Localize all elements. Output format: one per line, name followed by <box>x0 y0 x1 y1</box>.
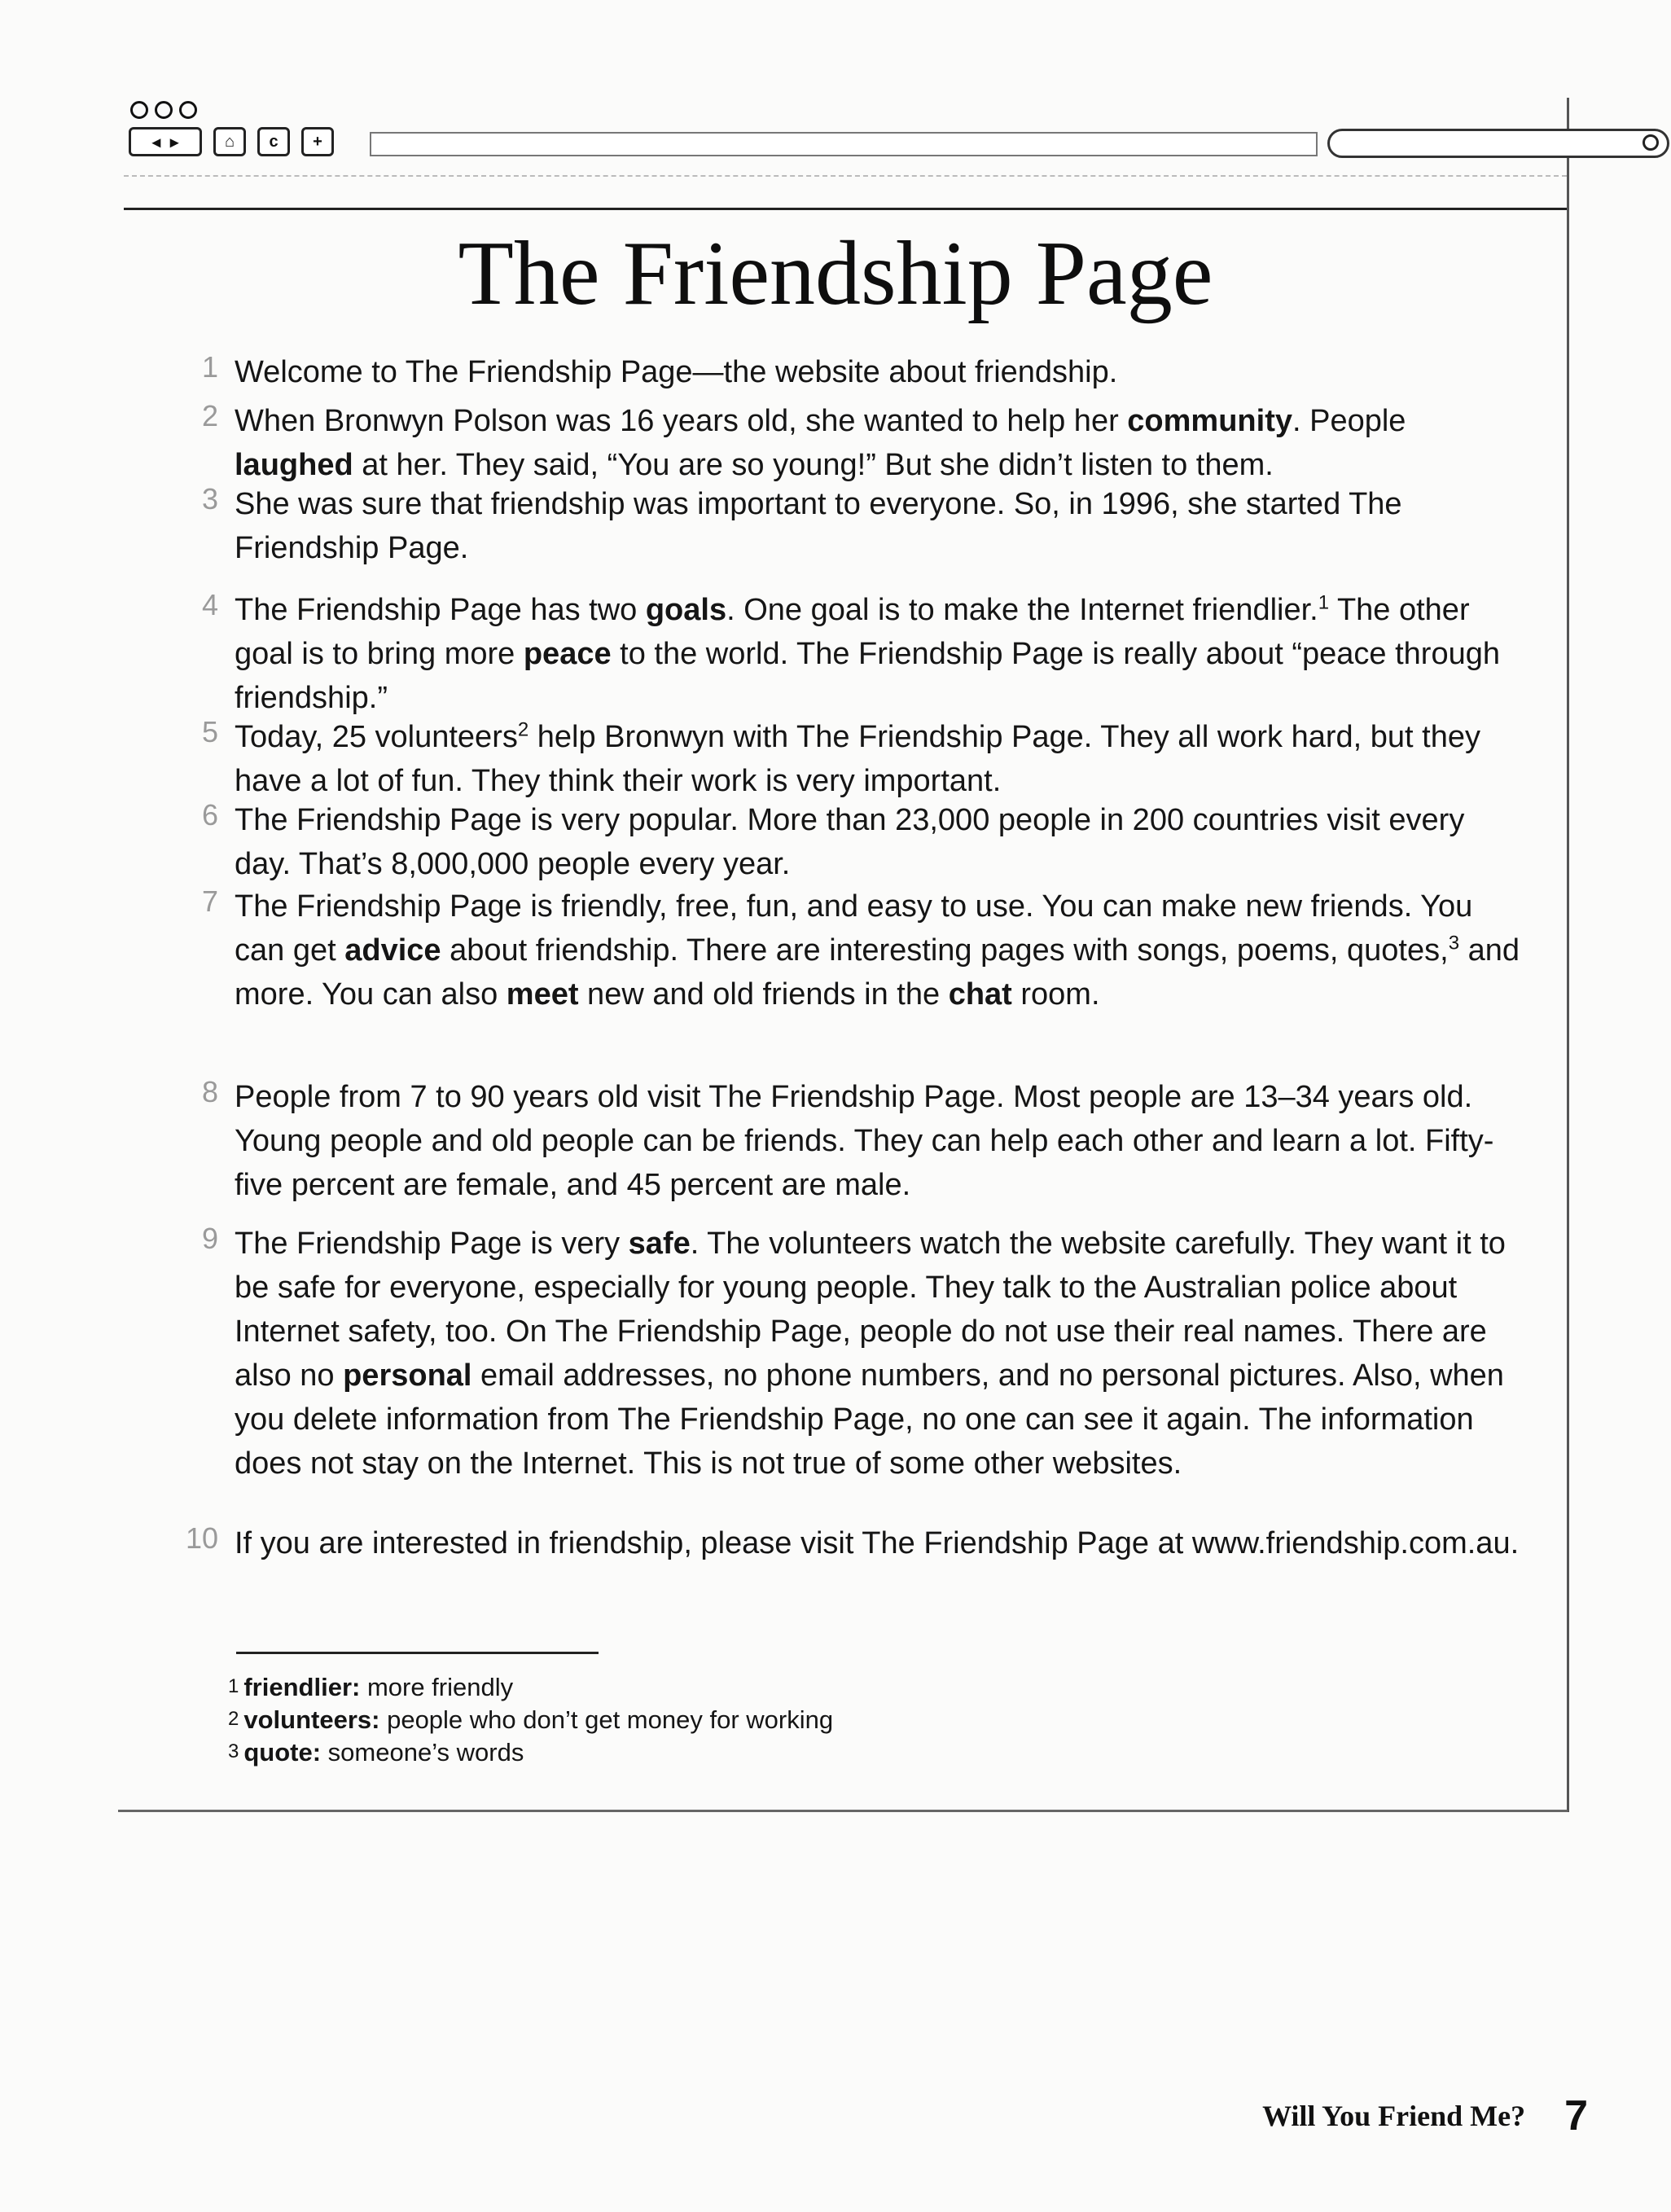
browser-toolbar <box>124 98 1567 210</box>
footnote-number: 3 <box>228 1740 239 1762</box>
maximize-window-icon[interactable] <box>179 101 197 119</box>
paragraph-number: 10 <box>185 1521 218 1555</box>
forward-icon[interactable]: ▸ <box>170 133 179 151</box>
plus-icon: + <box>313 132 322 151</box>
paragraph-number: 4 <box>201 588 218 621</box>
browser-bottom-edge <box>118 1810 1568 1812</box>
paragraph-text: When Bronwyn Polson was 16 years old, she wanted to help her community. People laughed at her. They said, “You are so young!” But she didn’t listen to them. <box>235 404 1406 482</box>
footnote-number: 1 <box>228 1675 239 1697</box>
home-button[interactable] <box>213 127 246 156</box>
page-number: 7 <box>1564 2092 1588 2140</box>
paragraph-number: 8 <box>201 1075 218 1108</box>
new-tab-button[interactable] <box>301 127 334 156</box>
chapter-title: Will You Friend Me? <box>1262 2100 1526 2132</box>
paragraph-number: 1 <box>201 350 218 384</box>
footnote-divider <box>236 1652 599 1654</box>
paragraph-text: The Friendship Page has two goals. One goal is to make the Internet friendlier.$^1$ The other goal is to bring more peace to the world. The Friendship Page is really about “peace through friendship.” <box>235 591 1500 715</box>
toolbar-divider <box>124 175 1567 177</box>
page-title: The Friendship Page <box>458 223 1213 324</box>
back-forward-button[interactable] <box>129 127 202 156</box>
footnote-number: 2 <box>228 1708 239 1730</box>
footnote <box>228 1704 833 1736</box>
footnote-term: volunteers: <box>243 1705 380 1734</box>
paragraph-number: 7 <box>201 884 218 918</box>
footnote-definition: someone’s words <box>321 1738 524 1767</box>
paragraph-text: The Friendship Page is friendly, free, fun, and easy to use. You can make new friends. You can get advice about friendship. There are interesting pages with songs, poems, quotes,$^3$ and more. You can also meet new and old friends in the chat room. <box>235 889 1520 1012</box>
window-controls <box>130 101 197 119</box>
paragraph-text: The Friendship Page is very safe. The volunteers watch the website carefully. They want it to be safe for everyone, especially for young people. They talk to the Australian police about Internet safety, too. On The Friendship Page, people do not use their real names. There are also no personal email addresses, no phone numbers, and no personal pictures. Also, when you delete information from The Friendship Page, no one can see it again. The information does not stay on the Internet. This is not true of some other websites. <box>235 1227 1506 1481</box>
footnote-definition: more friendly <box>360 1673 514 1701</box>
footnote-definition: people who don’t get money for working <box>379 1705 834 1734</box>
paragraph-text: She was sure that friendship was important to everyone. So, in 1996, she started The Friendship Page. <box>235 487 1402 565</box>
paragraph-text: Welcome to The Friendship Page—the website about friendship. <box>235 355 1118 389</box>
nav-buttons <box>129 127 334 156</box>
back-icon[interactable]: ◂ <box>151 133 160 151</box>
paragraph-number: 9 <box>201 1222 218 1255</box>
footnote <box>228 1671 513 1703</box>
reload-button[interactable] <box>257 127 290 156</box>
paragraph-number: 3 <box>201 482 218 516</box>
footnote <box>228 1736 524 1768</box>
footnote-term: friendlier: <box>243 1673 361 1701</box>
paragraph-number: 6 <box>201 798 218 832</box>
paragraph-number: 5 <box>201 715 218 748</box>
paragraph-number: 2 <box>201 399 218 432</box>
footnote-term: quote: <box>243 1738 322 1767</box>
search-field[interactable] <box>1327 129 1669 158</box>
reload-icon: c <box>269 132 278 151</box>
paragraph-text: If you are interested in friendship, please visit The Friendship Page at www.friendship.com.au. <box>235 1526 1520 1560</box>
close-window-icon[interactable] <box>130 101 148 119</box>
paragraph-text: Today, 25 volunteers$^2$ help Bronwyn with The Friendship Page. They all work hard, but they have a lot of fun. They think their work is very important. <box>235 718 1480 798</box>
paragraph-text: People from 7 to 90 years old visit The Friendship Page. Most people are 13–34 years old. Young people and old people can be friends. They can help each other and learn a lot. Fifty-five percent are female, and 45 percent are male. <box>235 1080 1494 1202</box>
minimize-window-icon[interactable] <box>155 101 173 119</box>
page-footer <box>1197 2091 1588 2140</box>
search-icon[interactable] <box>1642 134 1659 151</box>
home-icon: ⌂ <box>224 132 235 151</box>
address-bar[interactable] <box>370 132 1318 156</box>
paragraph-text: The Friendship Page is very popular. More than 23,000 people in 200 countries visit every day. That’s 8,000,000 people every year. <box>235 803 1465 881</box>
